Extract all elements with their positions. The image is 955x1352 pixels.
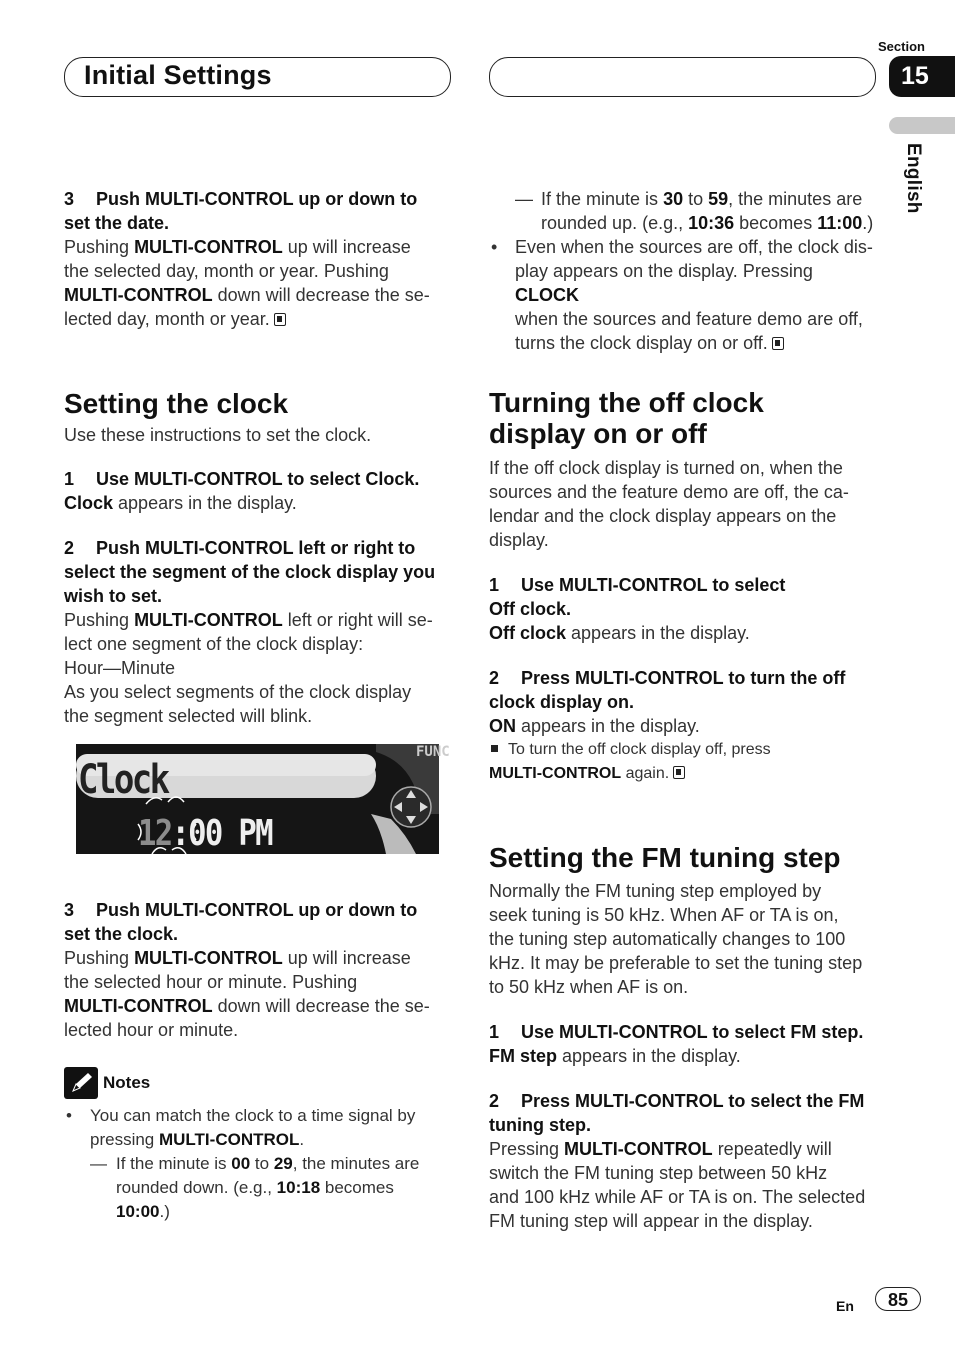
end-mark-icon [673, 766, 685, 779]
note-dash-item-cont: rounded up. (e.g., 10:36 becomes 11:00.) [541, 213, 874, 233]
lcd-clock-label: Clock [78, 757, 168, 803]
language-tab [889, 117, 955, 134]
note-dash-cont: rounded down. (e.g., 10:18 becomes [116, 1178, 394, 1197]
note-bullet-cont: when the sources and feature demo are off, [515, 309, 863, 329]
tip-text-cont: MULTI-CONTROL again. [489, 762, 879, 786]
step-heading: 3 Push MULTI-CONTROL up or down to [64, 900, 418, 920]
body-text: Pressing MULTI-CONTROL repeatedly will [489, 1139, 832, 1159]
note-dash-item: — If the minute is 30 to 59, the minutes are [515, 189, 863, 209]
step-heading: 1 Use MULTI-CONTROL to select Clock. [64, 469, 420, 489]
body-text: seek tuning is 50 kHz. When AF or TA is on, [489, 905, 839, 925]
body-text: lect one segment of the clock display: [64, 634, 364, 654]
step-heading-cont: Off clock. [489, 599, 572, 619]
note-bullet-cont: turns the clock display on or off. [515, 331, 875, 355]
body-text: lected hour or minute. [64, 1020, 239, 1040]
note-bullet-cont: play appears on the display. Pressing CLOCK [515, 261, 813, 305]
note-dash-item: — If the minute is 00 to 29, the minutes are [90, 1154, 420, 1173]
step-heading: 1 Use MULTI-CONTROL to select FM step. [489, 1022, 864, 1042]
body-text: the tuning step automatically changes to 100 [489, 929, 846, 949]
lcd-func-label: FUNC [416, 744, 450, 760]
end-mark-icon [772, 337, 784, 350]
step-heading-cont: set the clock. [64, 924, 179, 944]
end-mark-icon [274, 313, 286, 326]
body-text: to 50 kHz when AF is on. [489, 977, 689, 997]
body-text: Pushing MULTI-CONTROL up will increase [64, 237, 411, 257]
body-text: MULTI-CONTROL down will decrease the se- [64, 285, 430, 305]
section-heading: Setting the clock [64, 388, 289, 419]
body-text: switch the FM tuning step between 50 kHz [489, 1163, 828, 1183]
body-text: the selected day, month or year. Pushing [64, 261, 389, 281]
body-text: Hour—Minute [64, 658, 176, 678]
section-label: Section [878, 39, 925, 54]
body-text: the selected hour or minute. Pushing [64, 972, 358, 992]
step-heading-cont: select the segment of the clock display you [64, 562, 436, 582]
step-heading: 3 Push MULTI-CONTROL up or down to [64, 189, 418, 209]
date-step-block [64, 187, 454, 331]
note-bullet-item: • You can match the clock to a time signal by [66, 1106, 416, 1125]
body-text: FM tuning step will appear in the display. [489, 1211, 813, 1231]
lcd-time: 12:00 PM [138, 813, 272, 854]
step-heading-cont: wish to set. [64, 586, 163, 606]
pencil-icon [64, 1067, 98, 1099]
step-heading: 2 Press MULTI-CONTROL to turn the off [489, 668, 846, 688]
step-heading: 2 Push MULTI-CONTROL left or right to [64, 538, 416, 558]
step-heading-cont: set the date. [64, 213, 170, 233]
tip-text: To turn the off clock display off, press [489, 738, 879, 762]
language-label: English [903, 143, 924, 214]
step-heading-cont: clock display on. [489, 692, 635, 712]
body-text: MULTI-CONTROL down will decrease the se- [64, 996, 430, 1016]
body-text: lendar and the clock display appears on the [489, 506, 837, 526]
language-code: En [836, 1298, 854, 1314]
section-heading-cont: display on or off [489, 418, 707, 449]
notes-label: Notes [103, 1073, 151, 1092]
body-text: FM step appears in the display. [489, 1046, 741, 1066]
section-heading: Turning the off clock [489, 387, 764, 418]
clock-step3-block [64, 898, 456, 1042]
body-text: Normally the FM tuning step employed by [489, 881, 822, 901]
clock-display-illustration [76, 744, 450, 854]
fm-step-section [489, 842, 889, 1233]
notes-list [66, 1104, 450, 1224]
body-text: If the off clock display is turned on, when the [489, 458, 843, 478]
header-right-frame [489, 57, 876, 97]
setting-clock-section [64, 388, 456, 728]
note-bullet-cont: pressing MULTI-CONTROL. [90, 1130, 305, 1149]
body-text: ON appears in the display. [489, 716, 700, 736]
note-dash-cont: 10:00.) [116, 1202, 170, 1221]
body-text: sources and the feature demo are off, the ca- [489, 482, 849, 502]
section-number-badge: 15 [889, 56, 955, 97]
body-text: Clock appears in the display. [64, 493, 297, 513]
body-text: and 100 kHz while AF or TA is on. The selected [489, 1187, 866, 1207]
step-heading: 1 Use MULTI-CONTROL to select [489, 575, 786, 595]
body-text: Pushing MULTI-CONTROL left or right will se- [64, 610, 433, 630]
body-text: Use these instructions to set the clock. [64, 425, 372, 445]
body-text: lected day, month or year. [64, 307, 454, 331]
body-text: kHz. It may be preferable to set the tuning step [489, 953, 863, 973]
rounding-notes-block [491, 187, 875, 355]
step-heading: 2 Press MULTI-CONTROL to select the FM [489, 1091, 865, 1111]
notes-header [64, 1067, 150, 1099]
section-heading: Setting the FM tuning step [489, 842, 841, 873]
body-text: the segment selected will blink. [64, 706, 313, 726]
step-heading-cont: tuning step. [489, 1115, 591, 1135]
note-bullet-item: • Even when the sources are off, the clock dis- [491, 237, 873, 257]
page-number: 85 [875, 1287, 921, 1311]
body-text: display. [489, 530, 549, 550]
off-clock-section [489, 387, 879, 786]
body-text: As you select segments of the clock display [64, 682, 412, 702]
square-bullet-icon [491, 745, 498, 752]
body-text: Off clock appears in the display. [489, 623, 750, 643]
page-title: Initial Settings [84, 60, 272, 90]
body-text: Pushing MULTI-CONTROL up will increase [64, 948, 411, 968]
